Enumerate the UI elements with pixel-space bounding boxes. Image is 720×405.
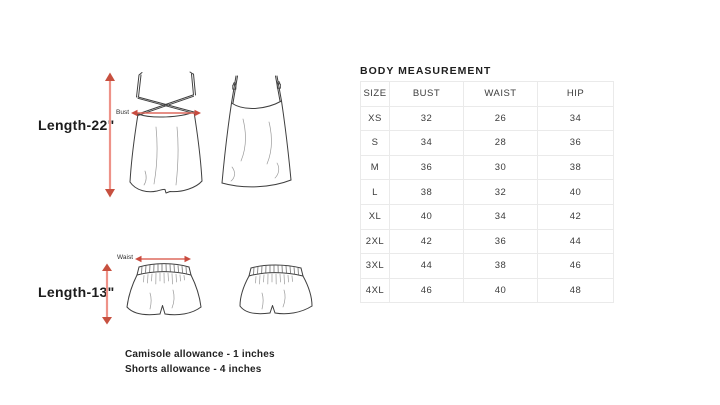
bust-cell: 44 [390, 254, 464, 279]
camisole-front-sketch [217, 75, 295, 192]
waist-cell: 40 [464, 278, 538, 303]
bust-cell: 40 [390, 204, 464, 229]
col-header-waist: WAIST [464, 82, 538, 107]
shorts-front-sketch [126, 260, 202, 323]
bust-cell: 34 [390, 131, 464, 156]
table-row [361, 180, 614, 205]
table-title: BODY MEASUREMENT [360, 65, 492, 77]
hip-cell: 40 [538, 180, 614, 205]
col-header-size: SIZE [361, 82, 390, 107]
size-cell: 4XL [361, 278, 390, 303]
hip-cell: 44 [538, 229, 614, 254]
bust-cell: 36 [390, 155, 464, 180]
table-row [361, 254, 614, 279]
shorts-length-label: Length-13" [38, 284, 115, 300]
table-header-row [361, 82, 614, 107]
table-row [361, 204, 614, 229]
bust-label: Bust [116, 109, 130, 116]
waist-cell: 28 [464, 131, 538, 156]
camisole-allowance-note: Camisole allowance - 1 inches [125, 349, 275, 360]
measurement-table [360, 81, 614, 303]
bust-cell: 46 [390, 278, 464, 303]
waist-cell: 34 [464, 204, 538, 229]
hip-cell: 38 [538, 155, 614, 180]
waist-cell: 36 [464, 229, 538, 254]
hip-cell: 34 [538, 106, 614, 131]
bust-cell: 38 [390, 180, 464, 205]
size-cell: XL [361, 204, 390, 229]
waist-cell: 32 [464, 180, 538, 205]
shorts-back-sketch [239, 262, 313, 322]
shorts-allowance-note: Shorts allowance - 4 inches [125, 364, 262, 375]
waist-label: Waist [117, 254, 134, 261]
size-cell: L [361, 180, 390, 205]
col-header-hip: HIP [538, 82, 614, 107]
camisole-back-sketch [126, 71, 206, 195]
size-cell: M [361, 155, 390, 180]
table-row [361, 131, 614, 156]
camisole-length-arrow-icon [104, 72, 116, 198]
shorts-length-arrow-icon [101, 263, 113, 325]
camisole-length-label: Length-22" [38, 117, 115, 133]
bust-cell: 42 [390, 229, 464, 254]
bust-cell: 32 [390, 106, 464, 131]
hip-cell: 42 [538, 204, 614, 229]
table-row [361, 106, 614, 131]
hip-cell: 46 [538, 254, 614, 279]
waist-cell: 30 [464, 155, 538, 180]
size-cell: XS [361, 106, 390, 131]
hip-cell: 48 [538, 278, 614, 303]
size-cell: 3XL [361, 254, 390, 279]
table-row [361, 229, 614, 254]
size-cell: 2XL [361, 229, 390, 254]
allowance-notes [125, 347, 275, 377]
hip-cell: 36 [538, 131, 614, 156]
table-row [361, 278, 614, 303]
col-header-bust: BUST [390, 82, 464, 107]
size-cell: S [361, 131, 390, 156]
waist-cell: 26 [464, 106, 538, 131]
waist-cell: 38 [464, 254, 538, 279]
table-row [361, 155, 614, 180]
